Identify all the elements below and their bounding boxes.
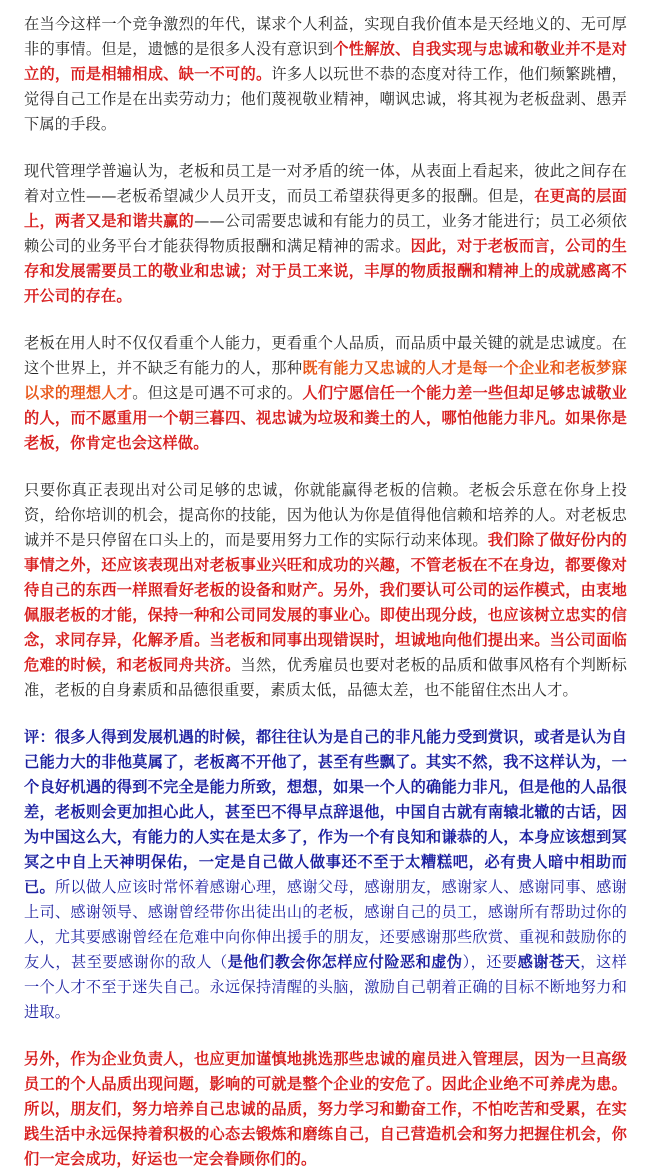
highlight-red: 我们除了做好份内的事情之外，还应该表现出对老板事业兴旺和成功的兴趣，不管老板在不在身边，都要像对待自己的东西一样照看好老板的设备和财产。另外，我们要认可公司的运作模式，由衷地佩服老板的才能，保持一种和公司同发展的事业心。即使出现分歧，也应该树立忠实的信念，求同存异，化解矛盾。当老板和同事出现错误时，坦诚地向他们提出来。当公司面临危难的时候，和老板同舟共济。 bbox=[24, 531, 627, 674]
paragraph-6 bbox=[24, 1047, 627, 1172]
text-segment: 许多人以玩世不恭的态度对待工作，他们频繁跳槽，觉得自己工作是在出卖劳动力；他们蔑视敬业精神，嘲讽忠诚，将其视为老板盘剥、愚弄下属的手段。 bbox=[24, 65, 627, 133]
comment-bold: 是他们教会你怎样应付险恶和虚伪 bbox=[227, 953, 463, 971]
highlight-red: 个性解放、自我实现与忠诚和敬业并不是对立的，而是相辅相成、缺一不可的。 bbox=[24, 40, 627, 83]
text-segment: 老板在用人时不仅仅看重个人能力，更看重个人品质，而品质中最关键的就是忠诚度。在这个世界上，并不缺乏有能力的人，那种 bbox=[24, 334, 627, 377]
comment-bold: 评：很多人得到发展机遇的时候，都往往认为是自己的非凡能力受到赏识，或者是认为自己能力大的非他莫属了，老板离不开他了，甚至有些飘了。其实不然，我不这样认为，一个良好机遇的得到不完全是能力所致，想想，如果一个人的确能力非凡，但是他的人品很差，老板则会更加担心此人，甚至巴不得早点辞退他，中国自古就有南辕北辙的古话，因为中国这么大，有能力的人实在是太多了，作为一个有良知和谦恭的人，本身应该想到冥冥之中自上天神明保佑，一定是自己做人做事还不至于太糟糕吧，必有贵人暗中相助而已。 bbox=[24, 728, 627, 896]
paragraph-comment bbox=[24, 725, 627, 1025]
highlight-red: 另外，作为企业负责人，也应更加谨慎地挑选那些忠诚的雇员进入管理层，因为一旦高级员工的个人品质出现问题，影响的可就是整个企业的安危了。因此企业绝不可养虎为患。所以，朋友们，努力培养自己忠诚的品质，努力学习和勤奋工作，不怕吃苦和受累，在实践生活中永远保持着积极的心态去锻炼和磨练自己，自己营造机会和努力把握住机会，你们一定会成功，好运也一定会眷顾你们的。 bbox=[24, 1050, 627, 1168]
highlight-red: 人们宁愿信任一个能力差一些但却足够忠诚敬业的人，而不愿重用一个朝三暮四、视忠诚为垃圾和粪土的人，哪怕他能力非凡。如果你是老板，你肯定也会这样做。 bbox=[24, 384, 628, 452]
comment-text: ），还要 bbox=[462, 953, 518, 971]
text-segment: 只要你真正表现出对公司足够的忠诚，你就能赢得老板的信赖。老板会乐意在你身上投资，给你培训的机会，提高你的技能，因为他认为你是值得他信赖和培养的人。对老板忠诚并不是只停留在口头上的，而是要用努力工作的实际行动来体现。 bbox=[24, 481, 627, 549]
text-segment: ——公司需要忠诚和有能力的员工，业务才能进行；员工必须依赖公司的业务平台才能获得物质报酬和满足精神的需求。 bbox=[24, 212, 627, 255]
highlight-orange: 既有能力又忠诚的人才是每一个企业和老板梦寐以求的理想人才 bbox=[24, 359, 627, 402]
text-segment: 。但这是可遇不可求的。 bbox=[132, 384, 303, 402]
paragraph-3 bbox=[24, 331, 627, 456]
comment-text: 所以做人应该时常怀着感谢心理，感谢父母，感谢朋友，感谢家人、感谢同事、感谢上司、感谢领导、感谢曾经带你出徒出山的老板，感谢自己的员工，感谢所有帮助过你的人，尤其要感谢曾经在危难中向你伸出援手的朋友，还要感谢那些欣赏、重视和鼓励你的友人，甚至要感谢你的敌人（ bbox=[24, 878, 627, 971]
text-segment: 在当今这样一个竞争激烈的年代，谋求个人利益，实现自我价值本是天经地义的、无可厚非的事情。但是，遗憾的是很多人没有意识到 bbox=[24, 15, 627, 58]
paragraph-4 bbox=[24, 478, 627, 703]
comment-text: ，这样一个人才不至于迷失自己。永远保持清醒的头脑，激励自己朝着正确的目标不断地努力和进取。 bbox=[24, 953, 628, 1021]
highlight-red: 在更高的层面上，两者又是和谐共赢的 bbox=[24, 187, 627, 230]
text-segment: 现代管理学普遍认为，老板和员工是一对矛盾的统一体，从表面上看起来，彼此之间存在着对立性——老板希望减少人员开支，而员工希望获得更多的报酬。但是， bbox=[24, 162, 627, 205]
highlight-red: 因此，对于老板而言，公司的生存和发展需要员工的敬业和忠诚；对于员工来说，丰厚的物质报酬和精神上的成就感离不开公司的存在。 bbox=[24, 237, 628, 305]
paragraph-2 bbox=[24, 159, 627, 309]
comment-bold: 感谢苍天 bbox=[517, 953, 581, 971]
text-segment: 当然，优秀雇员也要对老板的品质和做事风格有个判断标准，老板的自身素质和品德很重要，素质太低，品德太差，也不能留住杰出人才。 bbox=[24, 656, 627, 699]
paragraph-1 bbox=[24, 12, 627, 137]
